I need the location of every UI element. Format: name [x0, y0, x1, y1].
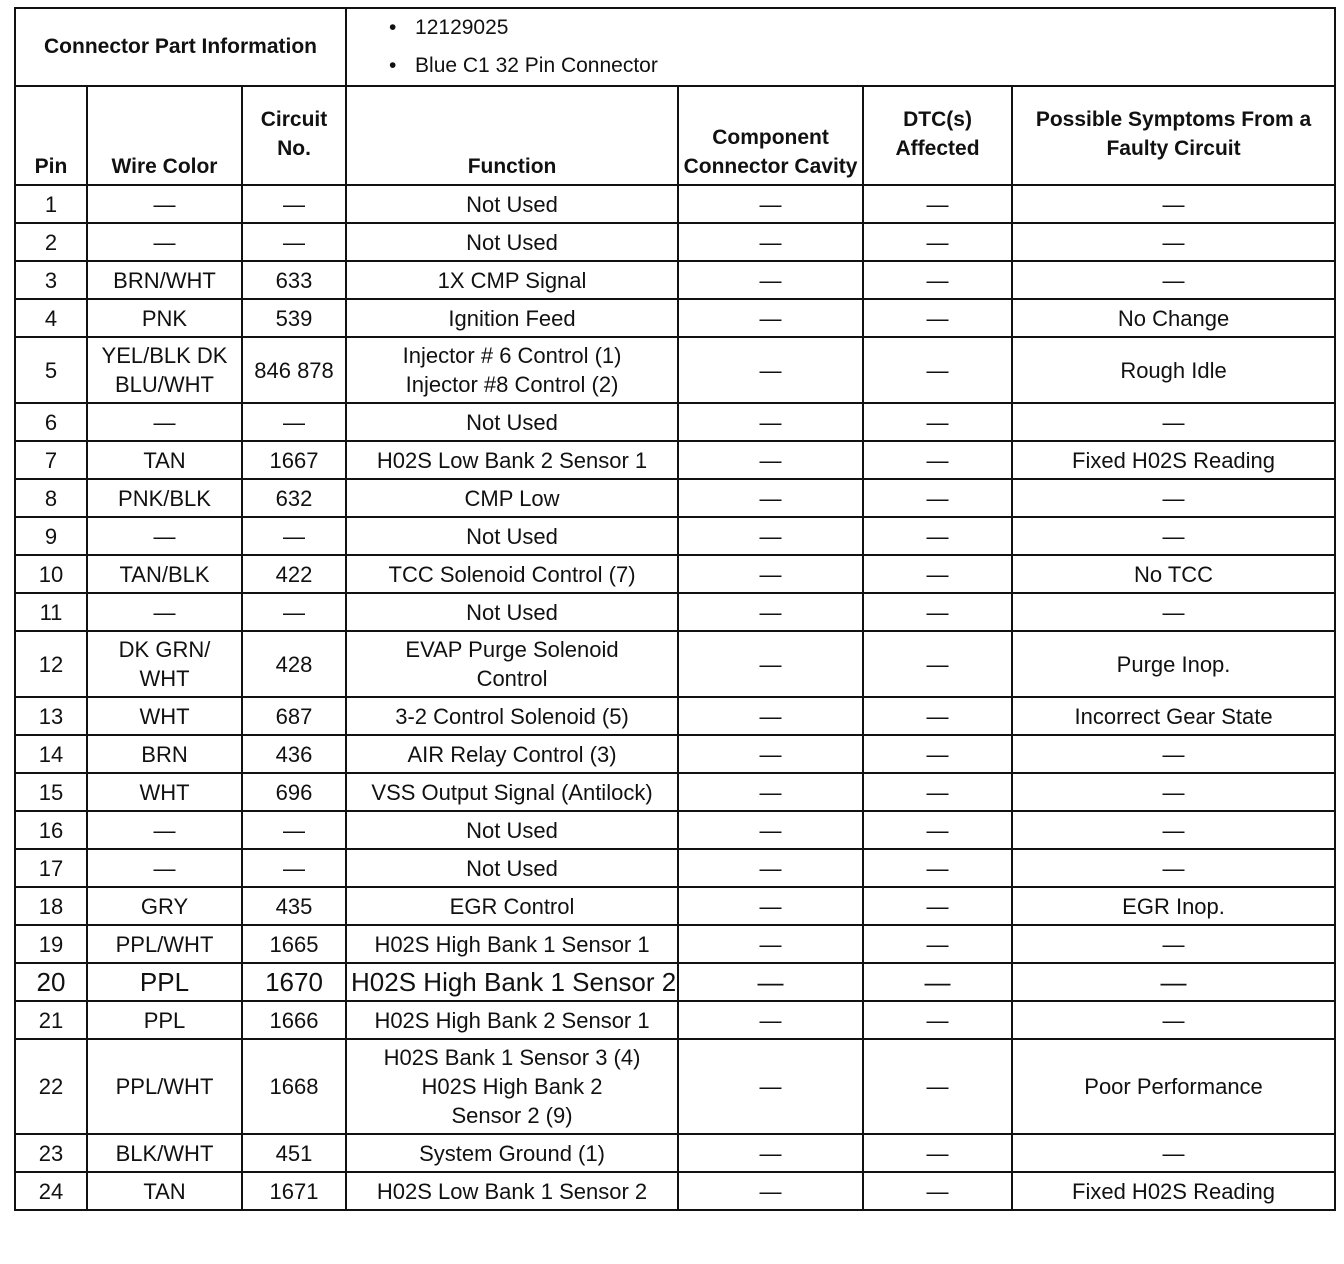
circuit-cell: 1665: [242, 925, 346, 963]
function-line: Control: [476, 666, 548, 691]
pin-cell: 15: [15, 773, 87, 811]
function-cell: [346, 773, 678, 811]
table-row: [15, 811, 1335, 849]
pin-cell: 24: [15, 1172, 87, 1210]
dtc-cell: —: [863, 593, 1012, 631]
pin-cell: 4: [15, 299, 87, 337]
symptom-cell: —: [1012, 811, 1335, 849]
function-line: H02S High Bank 1 Sensor 1: [374, 931, 650, 957]
cavity-cell: —: [678, 1039, 863, 1134]
symptom-cell: —: [1012, 735, 1335, 773]
pin-cell: 6: [15, 403, 87, 441]
symptom-cell: —: [1012, 773, 1335, 811]
cavity-cell: —: [678, 1172, 863, 1210]
pin-cell: 16: [15, 811, 87, 849]
function-cell: [346, 479, 678, 517]
table-row: [15, 925, 1335, 963]
wire-color-cell: PPL/WHT: [87, 925, 242, 963]
table-row: [15, 963, 1335, 1001]
dtc-cell: —: [863, 963, 1012, 1001]
cavity-cell: —: [678, 299, 863, 337]
function-cell: [346, 185, 678, 223]
symptom-cell: —: [1012, 185, 1335, 223]
cavity-cell: —: [678, 517, 863, 555]
wire-color-cell: DK GRN/ WHT: [87, 631, 242, 697]
function-cell: [346, 337, 678, 403]
wire-color-cell: PNK: [87, 299, 242, 337]
circuit-cell: 1666: [242, 1001, 346, 1039]
function-line: Not Used: [466, 409, 558, 435]
dtc-cell: —: [863, 337, 1012, 403]
col-function: Function: [346, 86, 678, 185]
function-line: Not Used: [466, 817, 558, 843]
symptom-cell: Rough Idle: [1012, 337, 1335, 403]
wire-color-cell: WHT: [87, 773, 242, 811]
function-line: 1X CMP Signal: [437, 267, 587, 293]
function-cell: [346, 811, 678, 849]
pin-cell: 2: [15, 223, 87, 261]
cavity-cell: —: [678, 735, 863, 773]
wire-color-cell: —: [87, 185, 242, 223]
table-row: [15, 441, 1335, 479]
table-row: [15, 773, 1335, 811]
pin-cell: 19: [15, 925, 87, 963]
wire-color-cell: TAN: [87, 441, 242, 479]
dtc-cell: —: [863, 887, 1012, 925]
circuit-cell: —: [242, 185, 346, 223]
function-line: Injector #8 Control (2): [405, 372, 619, 397]
symptom-cell: —: [1012, 963, 1335, 1001]
function-line: System Ground (1): [419, 1140, 605, 1166]
symptom-cell: Fixed H02S Reading: [1012, 441, 1335, 479]
dtc-cell: —: [863, 403, 1012, 441]
cavity-cell: —: [678, 223, 863, 261]
cavity-cell: —: [678, 773, 863, 811]
table-row: [15, 1134, 1335, 1172]
function-cell: [346, 299, 678, 337]
pin-cell: 20: [15, 963, 87, 1001]
function-line: H02S Bank 1 Sensor 3 (4): [383, 1045, 641, 1070]
circuit-cell: 428: [242, 631, 346, 697]
cavity-cell: —: [678, 697, 863, 735]
pin-cell: 3: [15, 261, 87, 299]
pin-cell: 10: [15, 555, 87, 593]
part-number: 12129025: [415, 16, 509, 39]
function-cell: [346, 223, 678, 261]
cavity-cell: —: [678, 849, 863, 887]
circuit-cell: 696: [242, 773, 346, 811]
symptom-cell: —: [1012, 849, 1335, 887]
function-line: Not Used: [466, 523, 558, 549]
symptom-cell: No TCC: [1012, 555, 1335, 593]
pin-cell: 14: [15, 735, 87, 773]
function-line: Not Used: [466, 229, 558, 255]
dtc-cell: —: [863, 479, 1012, 517]
function-line: Not Used: [466, 855, 558, 881]
wire-color-cell: PPL: [87, 1001, 242, 1039]
wire-color-cell: —: [87, 403, 242, 441]
table-row: [15, 697, 1335, 735]
pin-cell: 7: [15, 441, 87, 479]
bullet: •: [389, 54, 397, 77]
function-cell: [346, 403, 678, 441]
wire-color-cell: —: [87, 517, 242, 555]
circuit-cell: 632: [242, 479, 346, 517]
circuit-cell: —: [242, 223, 346, 261]
function-cell: [346, 631, 678, 697]
function-cell: [346, 441, 678, 479]
dtc-cell: —: [863, 517, 1012, 555]
function-line: TCC Solenoid Control (7): [388, 561, 636, 587]
wire-color-cell: WHT: [87, 697, 242, 735]
pin-cell: 17: [15, 849, 87, 887]
connector-table: [14, 7, 1336, 1211]
function-cell: [346, 517, 678, 555]
circuit-cell: 846 878: [242, 337, 346, 403]
dtc-cell: —: [863, 223, 1012, 261]
function-cell: [346, 735, 678, 773]
symptom-cell: —: [1012, 1001, 1335, 1039]
dtc-cell: —: [863, 1039, 1012, 1134]
symptom-cell: Poor Performance: [1012, 1039, 1335, 1134]
pin-cell: 21: [15, 1001, 87, 1039]
pin-cell: 18: [15, 887, 87, 925]
dtc-cell: —: [863, 925, 1012, 963]
cavity-cell: —: [678, 261, 863, 299]
table-row: [15, 1039, 1335, 1134]
cavity-cell: —: [678, 963, 863, 1001]
pin-cell: 13: [15, 697, 87, 735]
function-cell: [346, 925, 678, 963]
function-line: H02S Low Bank 1 Sensor 2: [376, 1178, 648, 1204]
table-row: [15, 631, 1335, 697]
function-cell: [346, 1134, 678, 1172]
table-row: [15, 1001, 1335, 1039]
circuit-cell: 1670: [242, 963, 346, 1001]
circuit-cell: —: [242, 517, 346, 555]
wire-color-cell: GRY: [87, 887, 242, 925]
wire-color-cell: YEL/BLK DK BLU/WHT: [87, 337, 242, 403]
circuit-cell: 435: [242, 887, 346, 925]
col-wire-color: Wire Color: [87, 86, 242, 185]
function-cell: [346, 887, 678, 925]
function-cell: [346, 1001, 678, 1039]
wire-color-cell: BRN/WHT: [87, 261, 242, 299]
connector-info-value: [346, 8, 1335, 86]
wire-color-cell: PPL/WHT: [87, 1039, 242, 1134]
circuit-cell: 422: [242, 555, 346, 593]
table-row: [15, 403, 1335, 441]
col-circuit: Circuit No.: [242, 86, 346, 185]
function-line: VSS Output Signal (Antilock): [371, 779, 653, 805]
function-line: H02S High Bank 2 Sensor 1: [374, 1007, 650, 1033]
symptom-cell: —: [1012, 593, 1335, 631]
cavity-cell: —: [678, 403, 863, 441]
function-line: EVAP Purge Solenoid: [405, 637, 619, 662]
wire-color-cell: —: [87, 849, 242, 887]
wire-color-cell: BRN: [87, 735, 242, 773]
circuit-cell: 451: [242, 1134, 346, 1172]
table-row: [15, 849, 1335, 887]
connector-desc-line: [389, 47, 1330, 85]
table-row: [15, 1172, 1335, 1210]
connector-desc: Blue C1 32 Pin Connector: [415, 54, 658, 77]
table-row: [15, 261, 1335, 299]
col-pin: Pin: [15, 86, 87, 185]
dtc-cell: —: [863, 299, 1012, 337]
symptom-cell: —: [1012, 223, 1335, 261]
table-row: [15, 223, 1335, 261]
function-line: H02S Low Bank 2 Sensor 1: [376, 447, 648, 473]
cavity-cell: —: [678, 925, 863, 963]
symptom-cell: —: [1012, 261, 1335, 299]
table-row: [15, 185, 1335, 223]
cavity-cell: —: [678, 479, 863, 517]
dtc-cell: —: [863, 1001, 1012, 1039]
col-cavity: Component Connector Cavity: [678, 86, 863, 185]
wire-color-cell: —: [87, 223, 242, 261]
dtc-cell: —: [863, 773, 1012, 811]
dtc-cell: —: [863, 1172, 1012, 1210]
table-row: [15, 299, 1335, 337]
function-line: CMP Low: [464, 485, 560, 511]
cavity-cell: —: [678, 441, 863, 479]
function-line: Not Used: [466, 191, 558, 217]
wire-color-cell: BLK/WHT: [87, 1134, 242, 1172]
function-line: AIR Relay Control (3): [407, 741, 617, 767]
symptom-cell: —: [1012, 925, 1335, 963]
table-row: [15, 887, 1335, 925]
bullet: •: [389, 16, 397, 39]
function-cell: [346, 963, 678, 1001]
symptom-cell: —: [1012, 1134, 1335, 1172]
connector-sheet: [14, 7, 1334, 1211]
pin-cell: 23: [15, 1134, 87, 1172]
cavity-cell: —: [678, 593, 863, 631]
cavity-cell: —: [678, 1134, 863, 1172]
circuit-cell: 1671: [242, 1172, 346, 1210]
cavity-cell: —: [678, 811, 863, 849]
symptom-cell: Fixed H02S Reading: [1012, 1172, 1335, 1210]
dtc-cell: —: [863, 185, 1012, 223]
symptom-cell: —: [1012, 403, 1335, 441]
circuit-cell: 1667: [242, 441, 346, 479]
dtc-cell: —: [863, 849, 1012, 887]
symptom-cell: Purge Inop.: [1012, 631, 1335, 697]
pin-cell: 22: [15, 1039, 87, 1134]
dtc-cell: —: [863, 735, 1012, 773]
table-row: [15, 555, 1335, 593]
dtc-cell: —: [863, 697, 1012, 735]
table-row: [15, 337, 1335, 403]
cavity-cell: —: [678, 1001, 863, 1039]
circuit-cell: 687: [242, 697, 346, 735]
function-line: H02S High Bank 2: [421, 1074, 603, 1099]
symptom-cell: No Change: [1012, 299, 1335, 337]
function-line: Injector # 6 Control (1): [402, 343, 622, 368]
wire-color-cell: TAN/BLK: [87, 555, 242, 593]
function-line: Not Used: [466, 599, 558, 625]
function-line: Sensor 2 (9): [451, 1103, 573, 1128]
connector-info-row: [15, 8, 1335, 86]
pin-cell: 11: [15, 593, 87, 631]
table-row: [15, 593, 1335, 631]
dtc-cell: —: [863, 261, 1012, 299]
pin-cell: 1: [15, 185, 87, 223]
pin-cell: 8: [15, 479, 87, 517]
function-cell: [346, 261, 678, 299]
dtc-cell: —: [863, 441, 1012, 479]
symptom-cell: —: [1012, 479, 1335, 517]
table-row: [15, 479, 1335, 517]
symptom-cell: EGR Inop.: [1012, 887, 1335, 925]
symptom-cell: —: [1012, 517, 1335, 555]
cavity-cell: —: [678, 631, 863, 697]
circuit-cell: —: [242, 849, 346, 887]
dtc-cell: —: [863, 811, 1012, 849]
part-number-line: [389, 9, 1330, 47]
wire-color-cell: —: [87, 811, 242, 849]
circuit-cell: —: [242, 403, 346, 441]
function-cell: [346, 555, 678, 593]
symptom-cell: Incorrect Gear State: [1012, 697, 1335, 735]
wire-color-cell: PNK/BLK: [87, 479, 242, 517]
column-header-row: [15, 86, 1335, 185]
dtc-cell: —: [863, 555, 1012, 593]
function-line: EGR Control: [449, 893, 575, 919]
pin-cell: 12: [15, 631, 87, 697]
function-cell: [346, 849, 678, 887]
dtc-cell: —: [863, 631, 1012, 697]
dtc-cell: —: [863, 1134, 1012, 1172]
wire-color-cell: TAN: [87, 1172, 242, 1210]
pin-cell: 5: [15, 337, 87, 403]
connector-info-label: Connector Part Information: [15, 8, 346, 86]
function-line: H02S High Bank 1 Sensor 2: [351, 966, 677, 997]
pin-cell: 9: [15, 517, 87, 555]
function-line: Ignition Feed: [448, 305, 576, 331]
circuit-cell: 539: [242, 299, 346, 337]
table-row: [15, 517, 1335, 555]
cavity-cell: —: [678, 185, 863, 223]
function-line: 3-2 Control Solenoid (5): [395, 703, 629, 729]
function-cell: [346, 697, 678, 735]
function-cell: [346, 1039, 678, 1134]
cavity-cell: —: [678, 887, 863, 925]
cavity-cell: —: [678, 555, 863, 593]
circuit-cell: —: [242, 811, 346, 849]
col-dtc: DTC(s) Affected: [863, 86, 1012, 185]
circuit-cell: 633: [242, 261, 346, 299]
circuit-cell: —: [242, 593, 346, 631]
function-cell: [346, 1172, 678, 1210]
function-cell: [346, 593, 678, 631]
circuit-cell: 436: [242, 735, 346, 773]
table-row: [15, 735, 1335, 773]
wire-color-cell: PPL: [87, 963, 242, 1001]
cavity-cell: —: [678, 337, 863, 403]
wire-color-cell: —: [87, 593, 242, 631]
circuit-cell: 1668: [242, 1039, 346, 1134]
col-symptoms: Possible Symptoms From a Faulty Circuit: [1012, 86, 1335, 185]
